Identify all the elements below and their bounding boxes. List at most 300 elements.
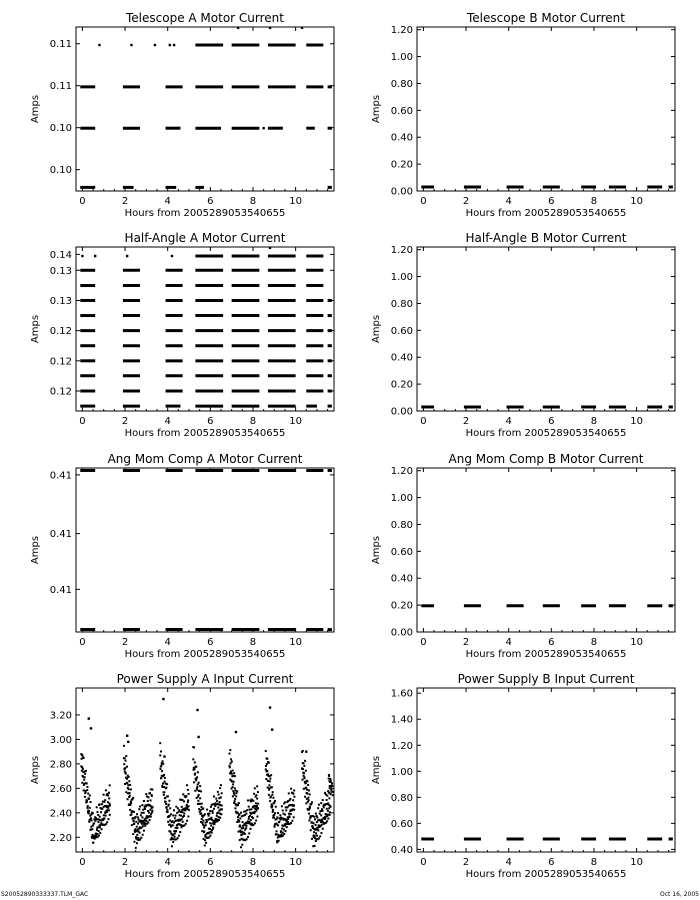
data-point <box>246 809 248 811</box>
data-point <box>165 787 167 789</box>
data-point <box>174 817 176 819</box>
data-point <box>329 814 331 816</box>
data-point <box>171 845 173 847</box>
data-point <box>192 758 194 760</box>
data-point <box>248 832 250 834</box>
data-point <box>173 44 175 46</box>
data-point <box>210 825 212 827</box>
data-point <box>305 787 307 789</box>
y-tick-label: 0.20 <box>390 600 413 612</box>
x-tick-label: 4 <box>164 857 171 868</box>
data-point <box>90 727 92 729</box>
data-point <box>99 803 101 805</box>
y-tick-label: 2.40 <box>49 808 72 820</box>
data-point <box>99 826 101 828</box>
y-axis-label: Amps <box>371 755 382 785</box>
data-point <box>250 828 252 830</box>
data-point <box>327 818 329 820</box>
data-point <box>229 749 231 751</box>
data-point <box>200 790 202 792</box>
data-point <box>169 807 171 809</box>
data-point <box>326 808 328 810</box>
data-point <box>125 760 127 762</box>
chart-title: Half-Angle A Motor Current <box>124 231 286 245</box>
data-point <box>136 813 138 815</box>
data-point <box>319 810 321 812</box>
data-point <box>88 798 90 800</box>
data-point <box>141 812 143 814</box>
data-point <box>203 830 205 832</box>
data-point <box>97 826 99 828</box>
data-point <box>159 742 161 744</box>
data-point <box>188 809 190 811</box>
data-point <box>183 815 185 817</box>
data-point <box>293 804 295 806</box>
data-point <box>163 774 165 776</box>
data-point <box>132 817 134 819</box>
x-tick-label: 8 <box>249 637 257 648</box>
data-point <box>317 829 319 831</box>
data-point <box>135 821 137 823</box>
data-point <box>169 831 171 833</box>
data-point <box>305 750 307 752</box>
data-point <box>244 833 246 835</box>
data-point <box>236 821 238 823</box>
data-point <box>332 794 334 796</box>
data-point <box>306 789 308 791</box>
data-point <box>140 814 142 816</box>
data-point <box>271 805 273 807</box>
data-point <box>318 804 320 806</box>
data-point <box>265 778 267 780</box>
data-point <box>124 783 126 785</box>
data-point <box>201 803 203 805</box>
data-point <box>281 805 283 807</box>
data-point <box>168 800 170 802</box>
y-tick-label: 1.20 <box>390 25 413 37</box>
data-point <box>255 802 257 804</box>
data-point <box>217 807 219 809</box>
data-point <box>182 793 184 795</box>
data-point <box>271 794 273 796</box>
data-point <box>277 824 279 826</box>
data-point <box>218 819 220 821</box>
data-point <box>165 803 167 805</box>
x-tick-label: 0 <box>79 416 86 427</box>
data-point <box>213 808 215 810</box>
chart-panel <box>371 672 675 880</box>
x-tick-label: 8 <box>590 196 598 207</box>
data-point <box>220 784 222 786</box>
data-point <box>125 791 127 793</box>
data-point <box>90 817 92 819</box>
data-point <box>326 795 328 797</box>
data-point <box>167 795 169 797</box>
y-tick-label: 3.20 <box>49 710 72 722</box>
data-point <box>273 802 275 804</box>
y-tick-label: 2.60 <box>49 783 72 795</box>
data-point <box>159 754 161 756</box>
x-axis-label: Hours from 2005289053540655 <box>124 428 286 439</box>
data-point <box>166 809 168 811</box>
data-point <box>230 758 232 760</box>
data-point <box>331 785 333 787</box>
data-point <box>313 822 315 824</box>
data-point <box>231 761 233 763</box>
data-point <box>126 778 128 780</box>
data-point <box>278 821 280 823</box>
data-point <box>205 842 207 844</box>
plot-frame <box>417 247 675 411</box>
data-point <box>152 806 154 808</box>
data-point <box>265 765 267 767</box>
data-point <box>282 810 284 812</box>
x-tick-label: 2 <box>462 416 470 427</box>
data-point <box>301 27 303 29</box>
data-point <box>221 808 223 810</box>
y-tick-label: 0.11 <box>49 39 72 51</box>
data-point <box>98 830 100 832</box>
data-point <box>322 799 324 801</box>
data-point <box>272 791 274 793</box>
footer-date: Oct 16, 2005 <box>660 891 699 898</box>
data-point <box>285 809 287 811</box>
data-point <box>162 760 164 762</box>
data-point <box>193 746 195 748</box>
data-point <box>269 780 271 782</box>
data-point <box>200 812 202 814</box>
data-point <box>164 777 166 779</box>
data-point <box>126 782 128 784</box>
data-point <box>232 783 234 785</box>
data-point <box>267 773 269 775</box>
plot-frame <box>417 688 675 852</box>
x-axis-label: Hours from 2005289053540655 <box>465 428 627 439</box>
data-point <box>269 778 271 780</box>
x-axis-label: Hours from 2005289053540655 <box>465 869 627 880</box>
data-point <box>240 846 242 848</box>
data-point <box>237 27 239 29</box>
y-axis-label: Amps <box>371 314 382 344</box>
data-point <box>310 803 312 805</box>
data-point <box>320 802 322 804</box>
y-tick-label: 0.00 <box>390 406 413 418</box>
data-point <box>315 840 317 842</box>
data-point <box>322 828 324 830</box>
data-point <box>240 812 242 814</box>
x-tick-label: 4 <box>505 196 512 207</box>
data-point <box>292 799 294 801</box>
data-point <box>218 794 220 796</box>
data-point <box>82 768 84 770</box>
data-point <box>101 828 103 830</box>
plot-frame <box>76 27 334 191</box>
data-point <box>148 812 150 814</box>
data-point <box>187 816 189 818</box>
data-point <box>234 807 236 809</box>
data-point <box>330 789 332 791</box>
data-point <box>90 801 92 803</box>
data-point <box>200 809 202 811</box>
data-point <box>232 795 234 797</box>
data-point <box>139 832 141 834</box>
plot-frame <box>417 468 675 632</box>
data-point <box>217 791 219 793</box>
data-point <box>97 814 99 816</box>
data-point <box>242 821 244 823</box>
data-point <box>106 821 108 823</box>
data-point <box>234 798 236 800</box>
data-point <box>302 768 304 770</box>
data-point <box>229 753 231 755</box>
data-point <box>91 828 93 830</box>
data-point <box>284 801 286 803</box>
data-point <box>86 786 88 788</box>
data-point <box>86 807 88 809</box>
data-point <box>305 770 307 772</box>
plot-frame <box>417 27 675 191</box>
data-point <box>233 772 235 774</box>
chart-title: Telescope B Motor Current <box>466 11 626 25</box>
data-point <box>141 804 143 806</box>
y-tick-label: 0.41 <box>49 470 72 482</box>
data-point <box>304 760 306 762</box>
data-point <box>209 810 211 812</box>
y-axis-label: Amps <box>30 314 41 344</box>
chart-panel <box>371 231 675 439</box>
data-point <box>170 839 172 841</box>
data-point <box>330 780 332 782</box>
data-point <box>216 815 218 817</box>
data-point <box>138 818 140 820</box>
data-point <box>255 810 257 812</box>
y-tick-label: 1.60 <box>390 688 413 700</box>
y-tick-label: 0.10 <box>49 165 72 177</box>
data-point <box>275 806 277 808</box>
data-point <box>167 811 169 813</box>
data-point <box>219 801 221 803</box>
data-point <box>103 814 105 816</box>
data-point <box>186 804 188 806</box>
data-point <box>232 790 234 792</box>
data-point <box>276 830 278 832</box>
data-point <box>253 793 255 795</box>
data-point <box>245 813 247 815</box>
data-point <box>181 818 183 820</box>
data-point <box>151 795 153 797</box>
data-point <box>182 821 184 823</box>
data-point <box>88 810 90 812</box>
data-point <box>87 793 89 795</box>
data-point <box>175 830 177 832</box>
data-point <box>108 792 110 794</box>
data-point <box>81 782 83 784</box>
data-point <box>315 813 317 815</box>
data-point <box>128 776 130 778</box>
data-point <box>230 762 232 764</box>
data-point <box>249 815 251 817</box>
data-point <box>208 836 210 838</box>
data-point <box>197 771 199 773</box>
data-point <box>183 813 185 815</box>
data-point <box>251 808 253 810</box>
data-point <box>81 255 83 257</box>
data-point <box>283 833 285 835</box>
data-point <box>308 813 310 815</box>
data-point <box>86 782 88 784</box>
y-tick-label: 0.00 <box>390 627 413 639</box>
data-point <box>136 826 138 828</box>
data-point <box>135 847 137 849</box>
data-point <box>269 706 271 708</box>
data-point <box>316 835 318 837</box>
data-point <box>101 803 103 805</box>
data-point <box>211 832 213 834</box>
data-point <box>129 795 131 797</box>
data-point <box>178 835 180 837</box>
x-tick-label: 4 <box>164 416 171 427</box>
data-point <box>232 770 234 772</box>
data-point <box>329 811 331 813</box>
x-tick-label: 10 <box>289 196 302 207</box>
data-point <box>188 793 190 795</box>
data-point <box>163 794 165 796</box>
data-point <box>208 813 210 815</box>
data-point <box>303 765 305 767</box>
data-point <box>89 795 91 797</box>
data-point <box>150 799 152 801</box>
data-point <box>123 763 125 765</box>
data-point <box>314 835 316 837</box>
chart-panel <box>30 231 334 439</box>
data-point <box>306 780 308 782</box>
data-point <box>308 809 310 811</box>
y-tick-label: 1.00 <box>390 493 413 505</box>
data-point <box>304 776 306 778</box>
y-tick-label: 2.20 <box>49 832 72 844</box>
data-point <box>319 813 321 815</box>
x-tick-label: 10 <box>289 857 302 868</box>
data-point <box>242 827 244 829</box>
data-point <box>125 755 127 757</box>
data-point <box>313 816 315 818</box>
data-point <box>323 806 325 808</box>
data-point <box>99 832 101 834</box>
data-point <box>306 793 308 795</box>
data-point <box>289 798 291 800</box>
data-point <box>179 831 181 833</box>
data-point <box>140 837 142 839</box>
data-point <box>208 815 210 817</box>
data-point <box>92 825 94 827</box>
data-point <box>132 797 134 799</box>
data-point <box>162 782 164 784</box>
data-point <box>195 766 197 768</box>
y-tick-label: 0.80 <box>390 519 413 531</box>
data-point <box>211 810 213 812</box>
data-point <box>174 836 176 838</box>
data-point <box>332 791 334 793</box>
y-tick-label: 0.13 <box>49 265 72 277</box>
data-point <box>168 804 170 806</box>
data-point <box>194 773 196 775</box>
data-point <box>165 801 167 803</box>
data-point <box>311 801 313 803</box>
x-tick-label: 0 <box>420 857 427 868</box>
data-point <box>129 784 131 786</box>
data-point <box>185 795 187 797</box>
data-point <box>315 824 317 826</box>
data-point <box>254 822 256 824</box>
data-point <box>255 794 257 796</box>
data-point <box>205 819 207 821</box>
data-point <box>162 763 164 765</box>
y-tick-label: 0.20 <box>390 379 413 391</box>
data-point <box>141 816 143 818</box>
data-point <box>265 750 267 752</box>
data-point <box>329 806 331 808</box>
data-point <box>174 832 176 834</box>
data-point <box>172 814 174 816</box>
data-point <box>198 782 200 784</box>
data-point <box>241 831 243 833</box>
data-point <box>324 792 326 794</box>
data-point <box>134 828 136 830</box>
data-point <box>127 741 129 743</box>
data-point <box>288 792 290 794</box>
x-axis-label: Hours from 2005289053540655 <box>124 208 286 219</box>
data-point <box>203 827 205 829</box>
data-point <box>181 806 183 808</box>
x-tick-label: 2 <box>121 637 129 648</box>
x-tick-label: 6 <box>548 416 555 427</box>
data-point <box>272 797 274 799</box>
data-point <box>256 805 258 807</box>
data-point <box>234 787 236 789</box>
y-tick-label: 0.60 <box>390 818 413 830</box>
data-point <box>193 781 195 783</box>
data-point <box>150 816 152 818</box>
data-point <box>88 717 90 719</box>
data-point <box>293 789 295 791</box>
y-tick-label: 0.40 <box>390 844 413 856</box>
chart-panel <box>371 452 675 660</box>
data-point <box>137 837 139 839</box>
data-point <box>85 791 87 793</box>
data-point <box>257 803 259 805</box>
y-tick-label: 0.14 <box>49 249 72 261</box>
y-tick-label: 1.20 <box>390 245 413 257</box>
data-point <box>247 799 249 801</box>
data-point <box>247 836 249 838</box>
data-point <box>145 793 147 795</box>
data-point <box>284 814 286 816</box>
data-point <box>318 837 320 839</box>
y-tick-label: 0.20 <box>390 159 413 171</box>
data-point <box>169 44 171 46</box>
data-point <box>148 796 150 798</box>
data-point <box>268 794 270 796</box>
data-point <box>209 835 211 837</box>
y-tick-label: 0.11 <box>49 81 72 93</box>
data-point <box>202 807 204 809</box>
x-tick-label: 10 <box>630 637 643 648</box>
y-axis-label: Amps <box>30 755 41 785</box>
data-point <box>196 789 198 791</box>
data-point <box>238 821 240 823</box>
x-tick-label: 2 <box>462 196 470 207</box>
data-point <box>138 808 140 810</box>
